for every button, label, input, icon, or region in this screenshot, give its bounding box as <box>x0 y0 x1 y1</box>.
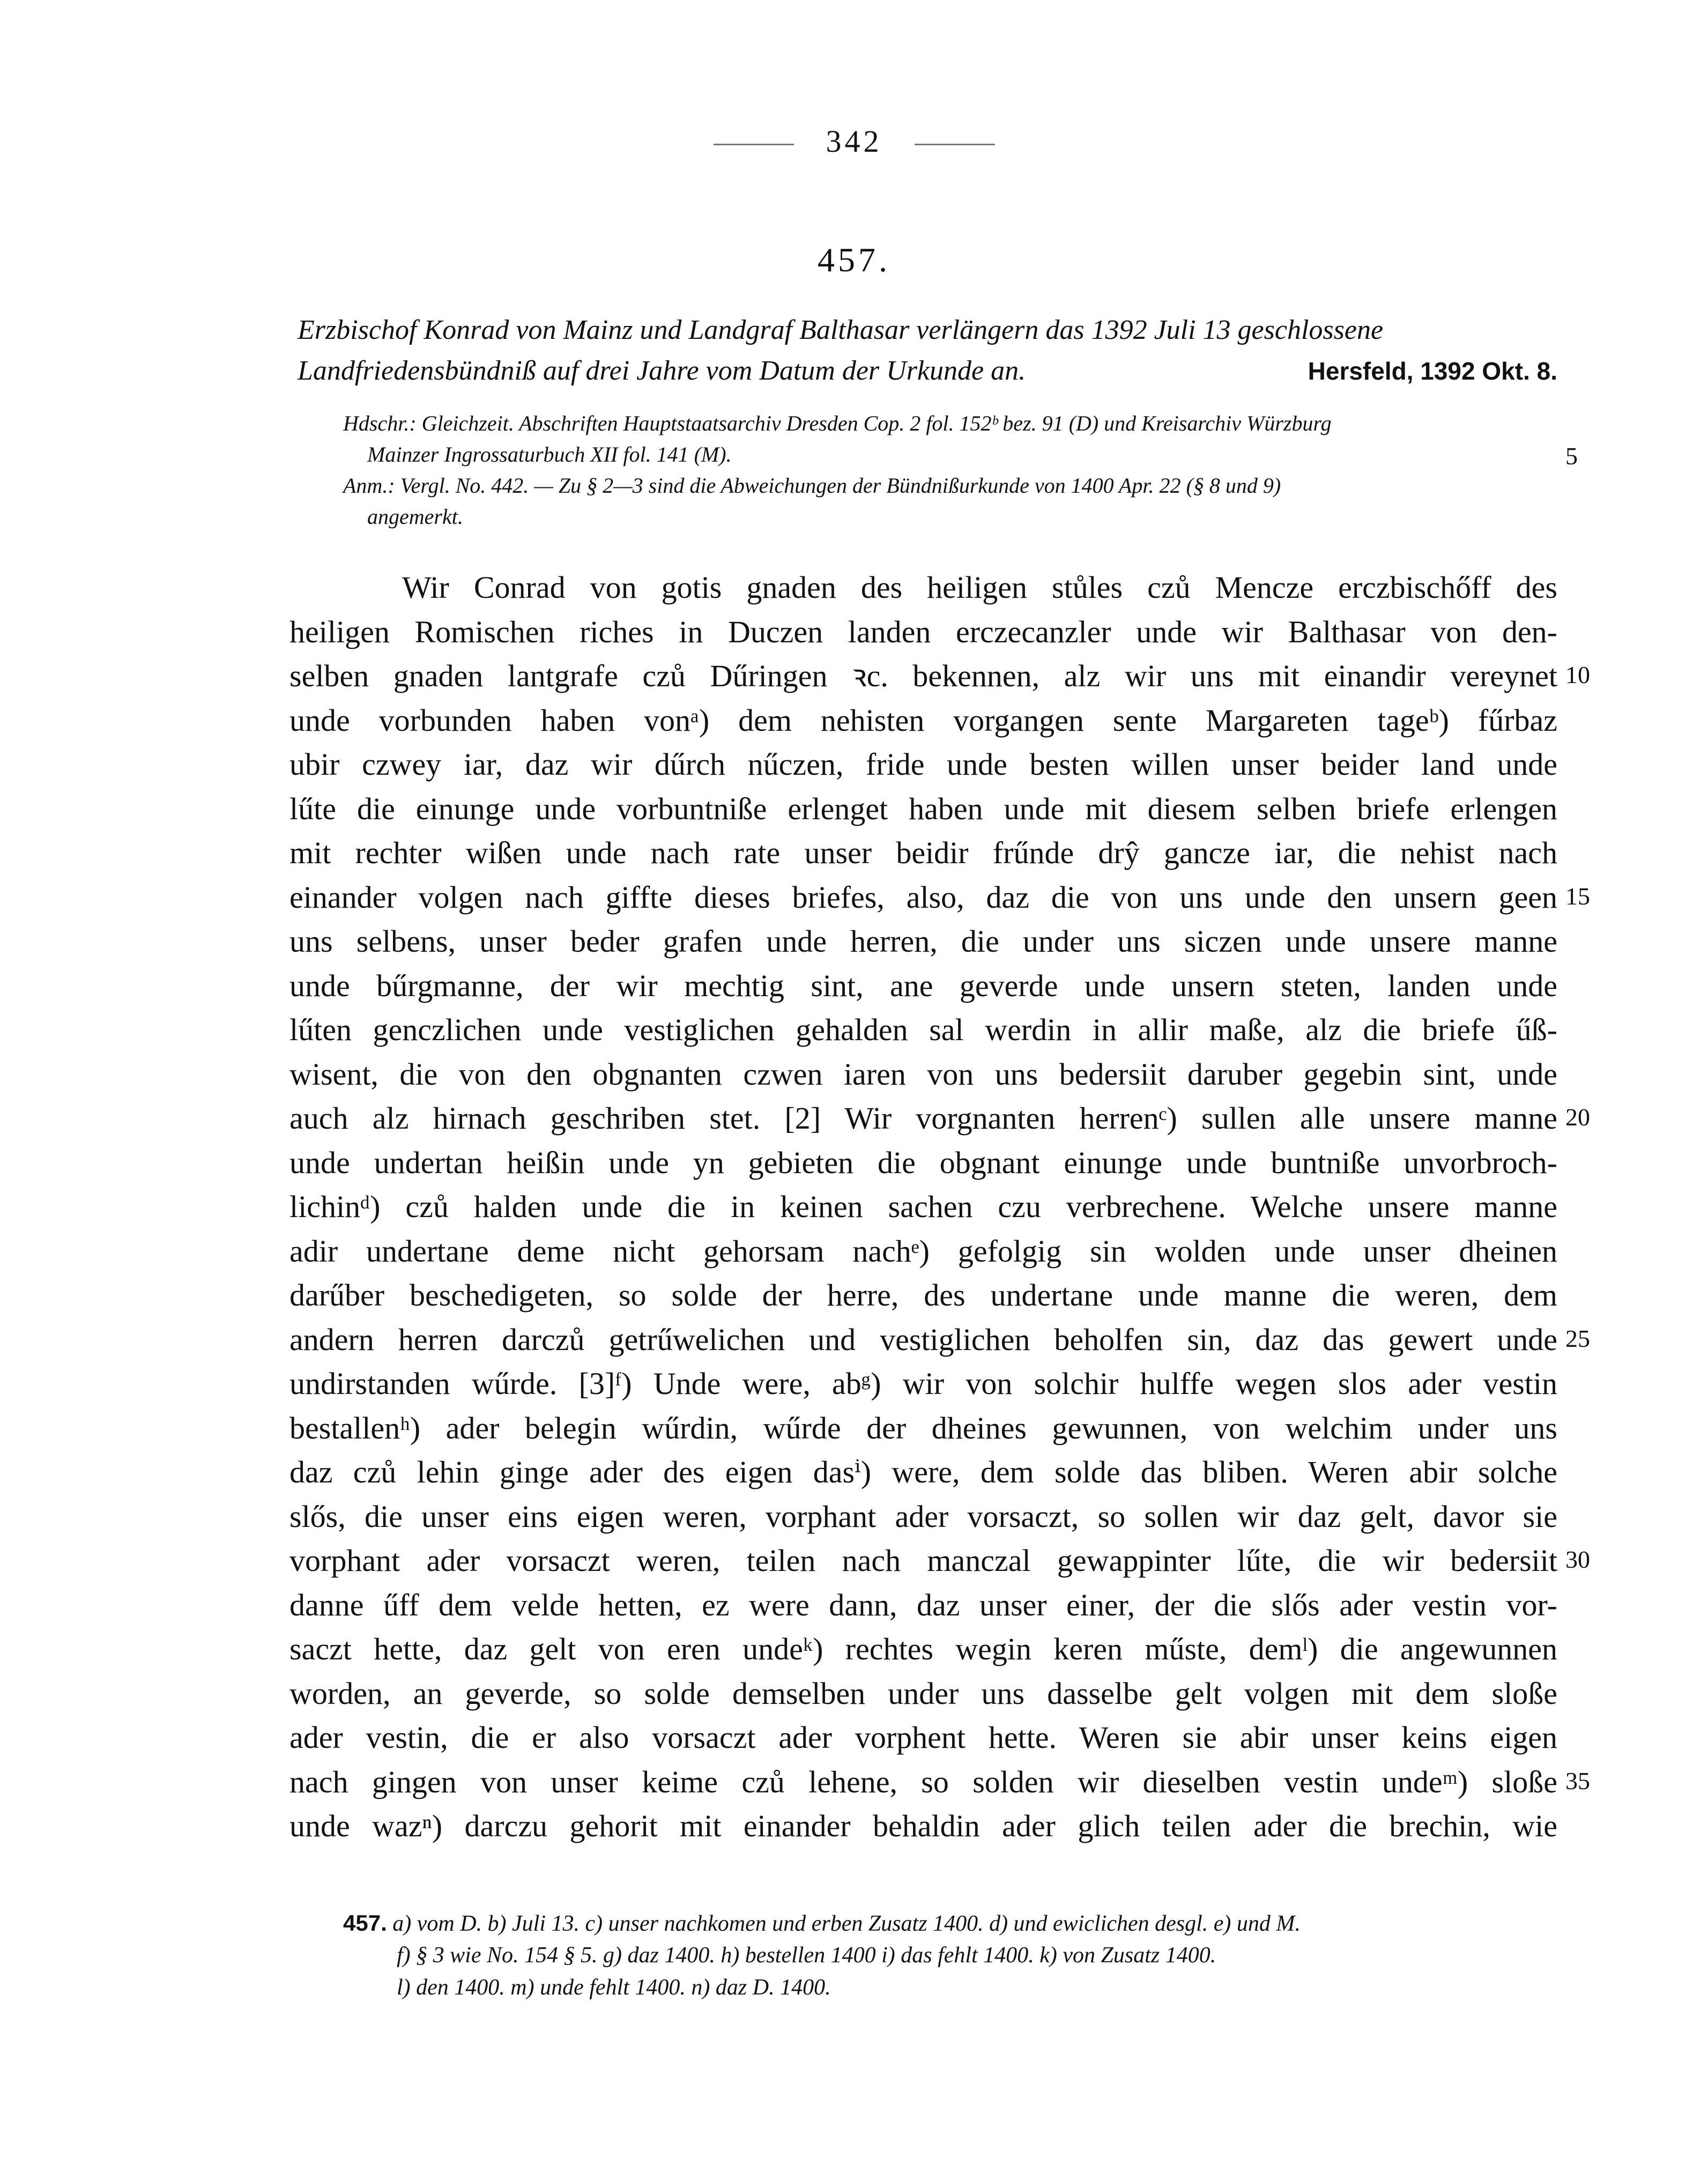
body-line: unde bűrgmanne, der wir mechtig sint, ane geverde unde unsern steten, landen unde <box>289 968 1557 1003</box>
line-number: 20 <box>1565 1103 1590 1131</box>
apparatus-line-4: angemerkt. <box>367 505 463 529</box>
apparatus-line-2: Mainzer Ingrossaturbuch XII fol. 141 (M). <box>367 442 732 466</box>
page-number-rule-left <box>714 144 794 145</box>
body-line: heiligen Romischen riches in Duczen landen erczecanzler unde wir Balthasar von den- <box>289 614 1557 649</box>
place-date: Hersfeld, 1392 Okt. 8. <box>1308 357 1557 385</box>
body-line: slős, die unser eins eigen weren, vorphant ader vorsaczt, so sollen wir daz gelt, davor sie <box>289 1499 1557 1534</box>
body-line: selben gnaden lantgrafe czů Dűringen ꝛc. bekennen, alz wir uns mit einandir vereynet <box>289 658 1557 693</box>
body-line: einander volgen nach giffte dieses briefes, also, daz die von uns unde den unsern geen <box>289 879 1557 915</box>
body-line: bestallenʰ) ader belegin wűrdin, wűrde der dheines gewunnen, von welchim under uns <box>289 1410 1557 1445</box>
body-line: ader vestin, die er also vorsaczt ader vorphent hette. Weren sie abir unser keins eigen <box>289 1720 1557 1755</box>
body-line: uns selbens, unser beder grafen unde herren, die under uns siczen unde unsere manne <box>289 924 1557 959</box>
page-number-rule-right <box>915 144 995 145</box>
footnote-line-3: l) den 1400. m) unde fehlt 1400. n) daz D. 1400. <box>397 1975 831 2000</box>
body-line: saczt hette, daz gelt von eren undeᵏ) rechtes wegin keren műste, demˡ) die angewunnen <box>289 1632 1557 1666</box>
body-line: auch alz hirnach geschriben stet. [2] Wir vorgnanten herrenᶜ) sullen alle unsere manne <box>289 1101 1557 1136</box>
body-line: lűten genczlichen unde vestiglichen gehalden sal werdin in allir maße, alz die briefe űß- <box>289 1012 1557 1047</box>
footnote-line-1 <box>343 1908 1557 1939</box>
body-line: adir undertane deme nicht gehorsam nachᵉ) gefolgig sin wolden unde unser dheinen <box>289 1233 1557 1269</box>
footnote-line-2: f) § 3 wie No. 154 § 5. g) daz 1400. h) bestellen 1400 i) das fehlt 1400. k) von Zusatz 1400. <box>397 1943 1216 1968</box>
regest-line-2-text: Landfriedensbündniß auf drei Jahre vom Datum der Urkunde an. <box>298 355 1026 386</box>
regest-line-2 <box>298 351 1557 391</box>
line-number: 25 <box>1565 1324 1590 1352</box>
body-line: andern herren darczů getrűwelichen und vestiglichen beholfen sin, daz das gewert unde <box>289 1322 1557 1357</box>
line-number: 10 <box>1565 661 1590 688</box>
body-line: mit rechter wißen unde nach rate unser beidir frűnde drŷ gancze iar, die nehist nach <box>289 835 1557 870</box>
body-line: nach gingen von unser keime czů lehene, so solden wir dieselben vestin undeᵐ) sloße <box>289 1764 1557 1799</box>
body-line: darűber beschedigeten, so solde der herre, des undertane unde manne die weren, dem <box>289 1278 1557 1313</box>
page-number-text: 342 <box>826 124 882 159</box>
body-line: unde wazⁿ) darczu gehorit mit einander behaldin ader glich teilen ader die brechin, wie <box>289 1808 1557 1843</box>
page-number <box>0 123 1708 159</box>
body-line: lűte die einunge unde vorbuntniße erlenget haben unde mit diesem selben briefe erlengen <box>289 791 1557 826</box>
body-line: lichinᵈ) czů halden unde die in keinen sachen czu verbrechene. Welche unsere manne <box>289 1189 1557 1224</box>
line-number: 30 <box>1565 1546 1590 1573</box>
document-number: 457. <box>818 241 890 279</box>
body-line: unde undertan heißin unde yn gebieten die obgnant einunge unde buntniße unvorbroch- <box>289 1145 1557 1180</box>
body-line: daz czů lehin ginge ader des eigen dasⁱ) were, dem solde das bliben. Weren abir solche <box>289 1455 1557 1489</box>
body-line: Wir Conrad von gotis gnaden des heiligen stůles czů Mencze erczbischőff des <box>402 570 1557 605</box>
body-line: ubir czwey iar, daz wir dűrch nűczen, fride unde besten willen unser beider land unde <box>289 747 1557 782</box>
footnote-label: 457. <box>343 1910 387 1936</box>
footnote-line-1-text: a) vom D. b) Juli 13. c) unser nachkomen und erben Zusatz 1400. d) und ewiclichen desgl. e) und M. <box>392 1911 1301 1936</box>
apparatus-line-number: 5 <box>1565 442 1578 470</box>
body-line: wisent, die von den obgnanten czwen iaren von uns bedersiit daruber gegebin sint, unde <box>289 1056 1557 1092</box>
body-line: vorphant ader vorsaczt weren, teilen nach manczal gewappinter lűte, die wir bedersiit <box>289 1543 1557 1578</box>
apparatus-line-1: Hdschr.: Gleichzeit. Abschriften Hauptstaatsarchiv Dresden Cop. 2 fol. 152ᵇ bez. 91 (D) und Kreisarchiv Würzburg <box>343 411 1332 435</box>
regest-line-1: Erzbischof Konrad von Mainz und Landgraf Balthasar verlängern das 1392 Juli 13 geschlossene <box>298 315 1384 345</box>
body-line: worden, an geverde, so solde demselben under uns dasselbe gelt volgen mit dem sloße <box>289 1675 1557 1711</box>
line-number: 35 <box>1565 1767 1590 1795</box>
body-line: danne űff dem velde hetten, ez were dann, daz unser einer, der die slős ader vestin vor- <box>289 1587 1557 1622</box>
body-line: unde vorbunden haben vonᵃ) dem nehisten vorgangen sente Margareten tageᵇ) fűrbaz <box>289 702 1557 738</box>
apparatus-line-3: Anm.: Vergl. No. 442. — Zu § 2—3 sind die Abweichungen der Bündnißurkunde von 1400 Apr. 22 (§ 8 und 9) <box>343 473 1281 498</box>
line-number: 15 <box>1565 882 1590 910</box>
body-line: undirstanden wűrde. [3]ᶠ) Unde were, abᵍ) wir von solchir hulffe wegen slos ader vestin <box>289 1366 1557 1401</box>
